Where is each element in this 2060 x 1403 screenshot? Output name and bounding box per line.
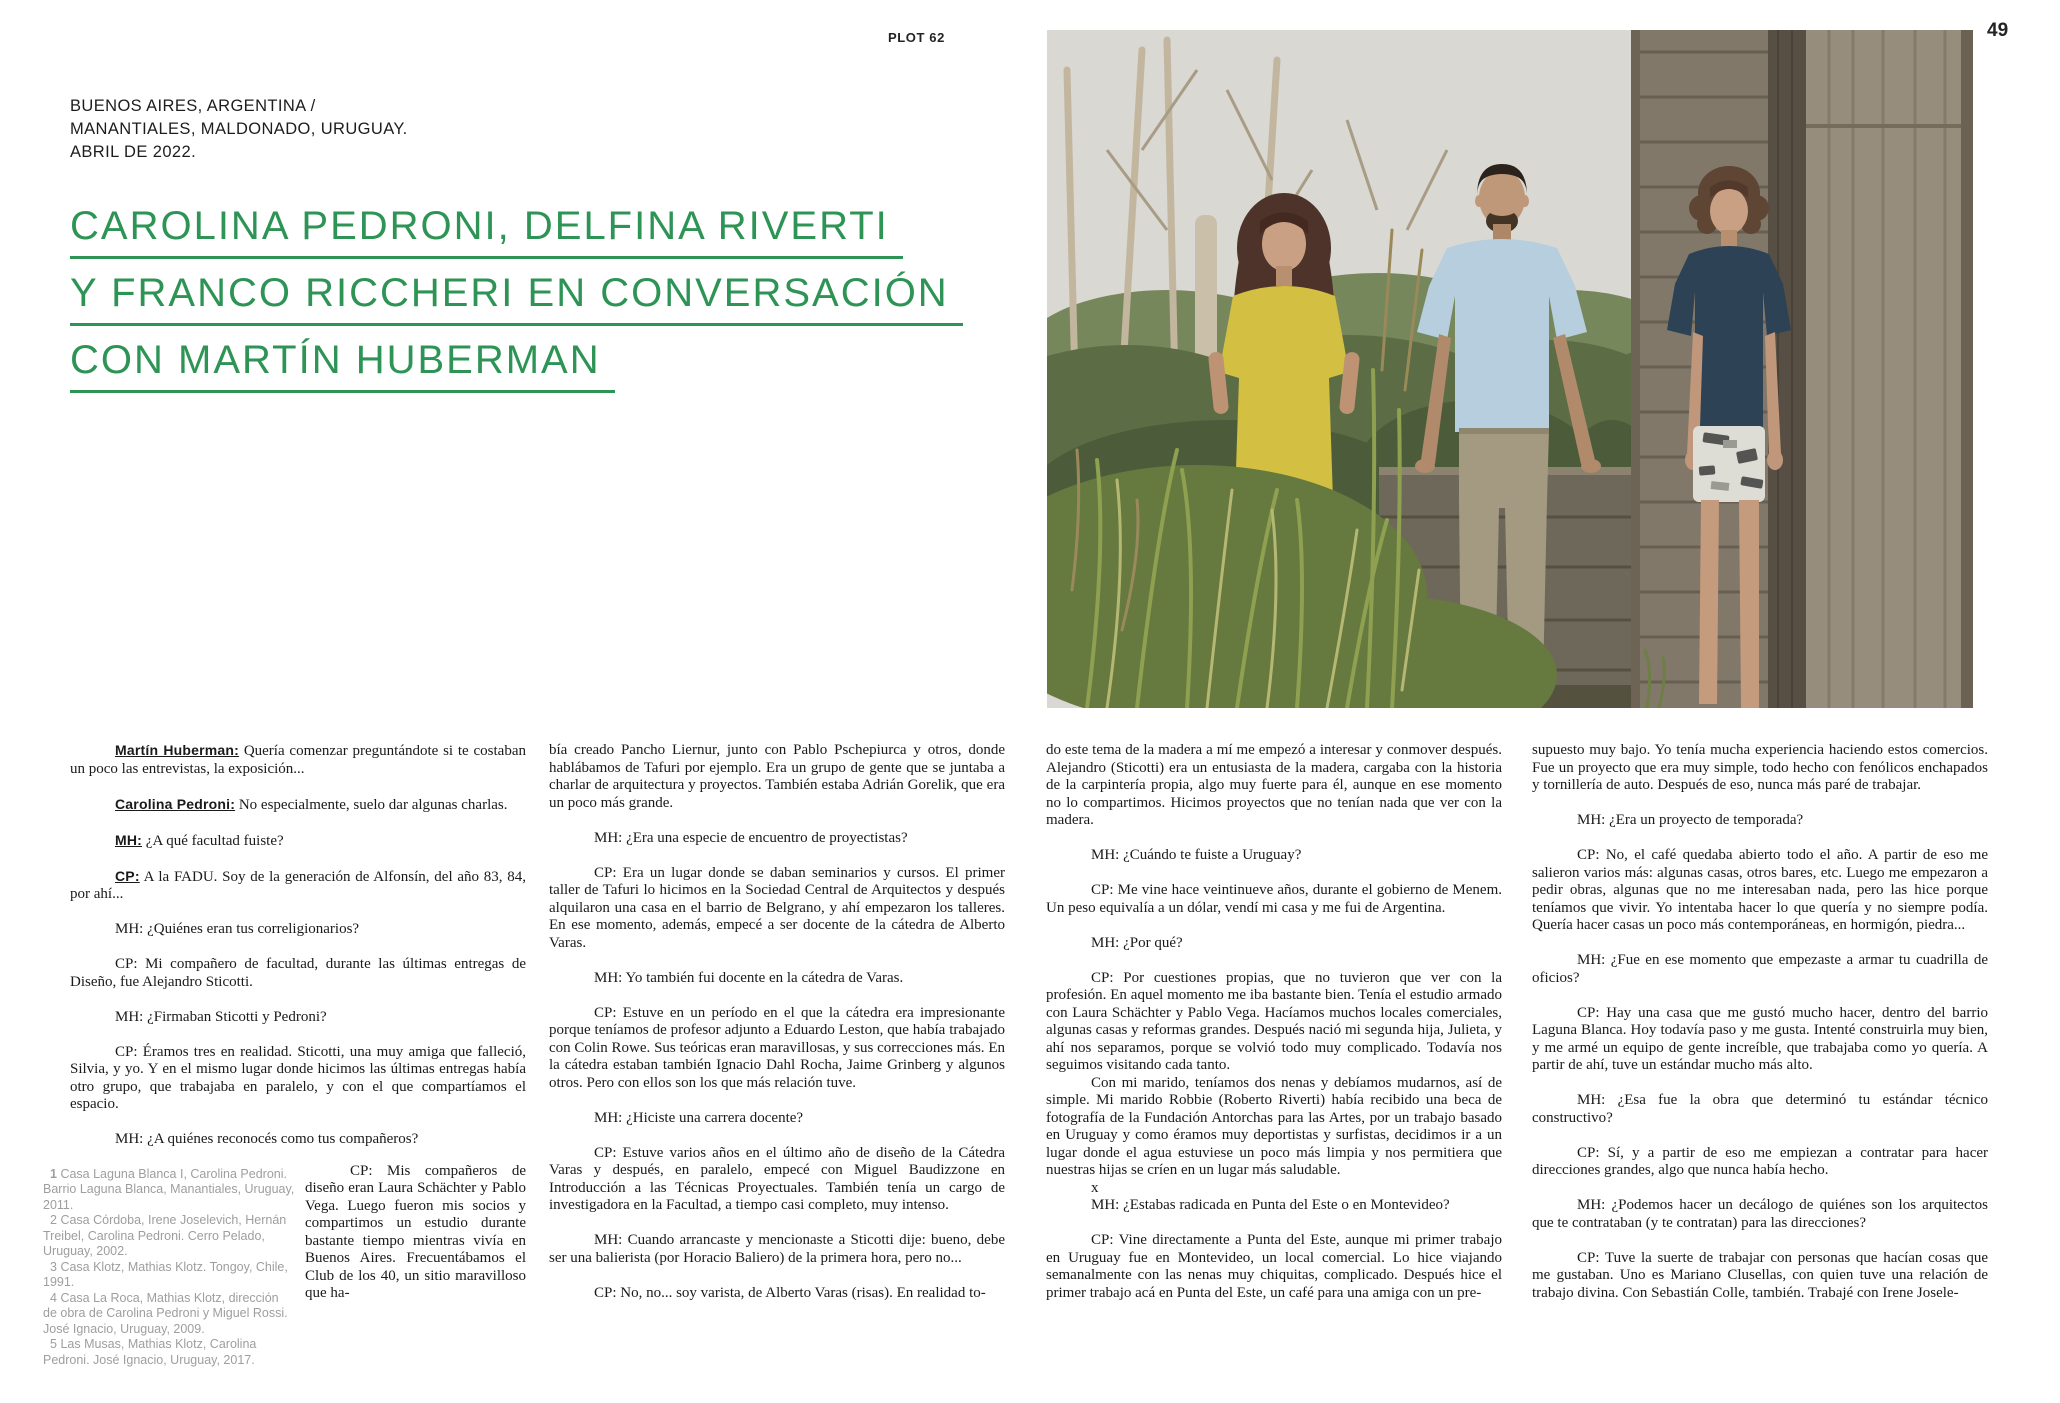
paragraph: CP: A la FADU. Soy de la generación de Alfonsín, del año 83, 84, por ahí... (70, 867, 526, 902)
speaker-label: MH: (115, 831, 143, 848)
paragraph: MH: ¿Era un proyecto de temporada? (1577, 812, 1804, 828)
paragraph: CP: Hay una casa que me gustó mucho hacer, dentro del barrio Laguna Blanca. Hoy todavía paso y me gusta. Intenté construirla muy bien, y me armé un equipo de gente increíble, que trabajaba como yo quería. A partir de ahí, tuve un estándar mucho más alto. (1532, 1004, 1988, 1073)
paragraph: MH: ¿Hiciste una carrera docente? (594, 1109, 804, 1126)
paragraph: CP: Era un lugar donde se daban seminarios y cursos. El primer taller de Tafuri lo hicimos en la Sociedad Central de Arquitectos y después alquilaron una casa en el barrio de Belgrano, y ahí empezaron los talleres. En ese momento, además, empecé a ser docente de la cátedra de Alberto Varas. (549, 864, 1005, 951)
paragraph: CP: Tuve la suerte de trabajar con personas que hacían cosas que me gustaban. Uno es Mariano Clusellas, con quien tuve una relación de trabajo divina. Con Sebastián Colle, también. Trabajé con Irene Josele- (1532, 1249, 1988, 1301)
paragraph: CP: Éramos tres en realidad. Sticotti, una muy amiga que falleció, Silvia, y yo. Y en el mismo lugar donde hicimos las últimas entregas había otro grupo, que trabajaba en paralelo, y con el que compartíamos el espacio. (70, 1043, 526, 1112)
paragraph: CP: No, no... soy varista, de Alberto Varas (risas). En realidad to- (594, 1284, 986, 1301)
paragraph: MH: ¿Estabas radicada en Punta del Este o en Montevideo? (1091, 1197, 1450, 1213)
footnote-item: 2 Casa Córdoba, Irene Joselevich, Hernán Treibel, Carolina Pedroni. Cerro Pelado, Uruguay, 2002. (43, 1213, 287, 1258)
footnote-number: 1 (50, 1166, 61, 1181)
title-line: CON MARTÍN HUBERMAN (70, 338, 615, 393)
paragraph: CP: Sí, y a partir de eso me empiezan a contratar para hacer direcciones grandes, algo que nunca había hecho. (1532, 1144, 1988, 1178)
paragraph: CP: Estuve varios años en el último año de diseño de la Cátedra Varas y después, en paralelo, empecé con Miguel Baudizzone en Introducción a las Técnicas Proyectuales. También tenía un cargo de investigadora en la Facultad, a tiempo casi completo, muy intenso. (549, 1144, 1005, 1213)
photo-three-architects (1047, 30, 1973, 708)
paragraph: supuesto muy bajo. Yo tenía mucha experiencia haciendo estos comercios. Fue un proyecto que era muy simple, todo hecho con fenólicos enchapados y tornillería de auto. Después de eso, nunca más paré de trabajar. (1532, 742, 1988, 793)
paragraph: bía creado Pancho Liernur, junto con Pablo Pschepiurca y otros, donde hablábamos de Tafuri por ejemplo. Era un grupo de gente que se juntaba a charlar de arquitectura y proyectos. También estaba Adrián Gorelik, que era un poco más grande. (549, 742, 1005, 811)
dateline-line: ABRIL DE 2022. (70, 143, 197, 161)
speaker-label: CP: (115, 867, 140, 884)
wrapped-paragraph-column (305, 1163, 526, 1369)
paragraph: x (1091, 1179, 1099, 1196)
paragraph: MH: ¿Esa fue la obra que determinó tu estándar técnico constructivo? (1532, 1092, 1988, 1126)
text-column-4 (1532, 742, 1988, 1302)
paragraph: do este tema de la madera a mí me empezó a interesar y conmover después. Alejandro (Sticotti) era un entusiasta de la madera, cargaba con la historia de la carpintería propia, algo muy fuerte para él, aunque en ese momento no lo compartimos. Hicimos proyectos que no tenían nada que ver con la madera. (1046, 742, 1502, 828)
dateline-line: BUENOS AIRES, ARGENTINA / (70, 97, 316, 115)
paragraph: CP: No, el café quedaba abierto todo el año. A partir de eso me salieron varios más: algunas casas, otros bares, etc. Luego me empezaron a pedir obras, algunas que no me interesaban nada, pero las hice porque teníamos que vivir. Yo intentaba hacer lo que quería y no siempre podía. Quería hacer casas un poco más contemporáneas, en hormigón, piedra... (1532, 847, 1988, 933)
footnote-item: 4 Casa La Roca, Mathias Klotz, dirección de obra de Carolina Pedroni y Miguel Rossi. José Ignacio, Uruguay, 2009. (43, 1290, 288, 1336)
speaker-label: Carolina Pedroni: (115, 795, 236, 812)
footnote-and-sidebar-row (43, 1163, 526, 1369)
article-title (70, 204, 963, 405)
paragraph: CP: Mi compañero de facultad, durante las últimas entregas de Diseño, fue Alejandro Sticotti. (70, 956, 526, 990)
paragraph: CP: Por cuestiones propias, que no tuvieron que ver con la profesión. En aquel momento me iba bastante bien. Tenía el estudio armado con Laura Schächter y Pablo Vega. Hacíamos muchos locales comerciales, algunas casas y reformas grandes. Después nació mi segunda hija, Julieta, y ahí nos separamos, porque se volvió todo muy complicado. Todavía nos seguimos visitando cada tanto. (1046, 969, 1502, 1073)
title-line: CAROLINA PEDRONI, DELFINA RIVERTI (70, 204, 903, 259)
paragraph: MH: ¿Quiénes eran tus correligionarios? (115, 921, 360, 937)
paragraph: MH: ¿Firmaban Sticotti y Pedroni? (115, 1008, 327, 1025)
text-column-2 (549, 742, 1005, 1302)
footnote-number: 3 (50, 1259, 61, 1274)
text-column-3 (1046, 742, 1502, 1302)
footnotes (43, 1163, 295, 1369)
dateline-line: MANANTIALES, MALDONADO, URUGUAY. (70, 120, 408, 138)
paragraph: Martín Huberman: Quería comenzar preguntándote si te costaban un poco las entrevistas, la exposición... (70, 742, 526, 777)
footnote-item: 5 Las Musas, Mathias Klotz, Carolina Pedroni. José Ignacio, Uruguay, 2017. (43, 1337, 257, 1367)
text-column-1 (43, 742, 526, 1368)
footnote-number: 5 (50, 1337, 61, 1351)
title-line: Y FRANCO RICCHERI EN CONVERSACIÓN (70, 271, 963, 326)
paragraph: Con mi marido, teníamos dos nenas y debíamos mudarnos, así de simple. Mi marido Robbie (Roberto Riverti) había recibido una beca de fotografía de la Fundación Antorchas para las Artes, por un trabajo basado en Uruguay y como éramos muy deportistas y surfistas, decidimos ir a un lugar donde el agua estuviese un poco más limpia y nos permitiera que nuestras hijas se críen en un lugar más saludable. (1046, 1074, 1502, 1178)
paragraph: MH: ¿Por qué? (1091, 934, 1183, 951)
paragraph: MH: Yo también fui docente en la cátedra de Varas. (594, 969, 904, 986)
page-number: 49 (1987, 20, 2009, 41)
paragraph: MH: Cuando arrancaste y mencionaste a Sticotti dije: bueno, debe ser una balierista (por Horacio Baliero) de la primera hora, pero no... (549, 1232, 1005, 1266)
paragraph: MH: ¿Podemos hacer un decálogo de quiénes son los arquitectos que te contrataban (y te contratan) para las direcciones? (1532, 1197, 1988, 1231)
footnote-number: 4 (50, 1290, 61, 1305)
paragraph: MH: ¿Cuándo te fuiste a Uruguay? (1091, 847, 1302, 863)
photo-illustration (1047, 30, 1973, 708)
footnote-item: 1 Casa Laguna Blanca I, Carolina Pedroni. Barrio Laguna Blanca, Manantiales, Uruguay, 2011. (43, 1166, 295, 1212)
paragraph: CP: Estuve en un período en el que la cátedra era impresionante porque teníamos de profesor adjunto a Eduardo Leston, que había trabajado con Colin Rowe. Sus teóricas eran maravillosas, y sus correcciones más. En la cátedra estaban también Ignacio Dahl Rocha, Jaime Grinberg y algunos otros. Pero con ellos son los que más relación tuve. (549, 1004, 1005, 1091)
paragraph: CP: Me vine hace veintinueve años, durante el gobierno de Menem. Un peso equivalía a un dólar, vendí mi casa y me fui de Argentina. (1046, 882, 1502, 916)
wood-wall (1631, 30, 1973, 708)
paragraph: MH: ¿A quiénes reconocés como tus compañeros? (115, 1131, 419, 1147)
speaker-label: Martín Huberman: (115, 742, 240, 758)
footnote-number: 2 (50, 1213, 61, 1227)
dateline (70, 95, 408, 164)
paragraph: MH: ¿A qué facultad fuiste? (115, 831, 284, 849)
paragraph: CP: Vine directamente a Punta del Este, aunque mi primer trabajo en Uruguay fue en Montevideo, un local comercial. Lo hice viajando semanalmente con las nenas muy chiquitas, complicado. Después hice el primer trabajo acá en Punta del Este, un café para una amiga con un pre- (1046, 1232, 1502, 1301)
paragraph: MH: ¿Fue en ese momento que empezaste a armar tu cuadrilla de oficios? (1532, 952, 1988, 986)
paragraph: Carolina Pedroni: No especialmente, suelo dar algunas charlas. (115, 795, 508, 813)
footnote-item: 3 Casa Klotz, Mathias Klotz. Tongoy, Chile, 1991. (43, 1259, 288, 1289)
paragraph: MH: ¿Era una especie de encuentro de proyectistas? (594, 829, 908, 846)
paragraph: CP: Mis compañeros de diseño eran Laura Schächter y Pablo Vega. Luego fueron mis socios y compartimos un estudio durante bastante tiempo mientras vivía en Buenos Aires. Frecuentábamos el Club de los 40, un sitio maravilloso que ha- (305, 1162, 526, 1301)
plot-issue-label: PLOT 62 (888, 30, 945, 45)
